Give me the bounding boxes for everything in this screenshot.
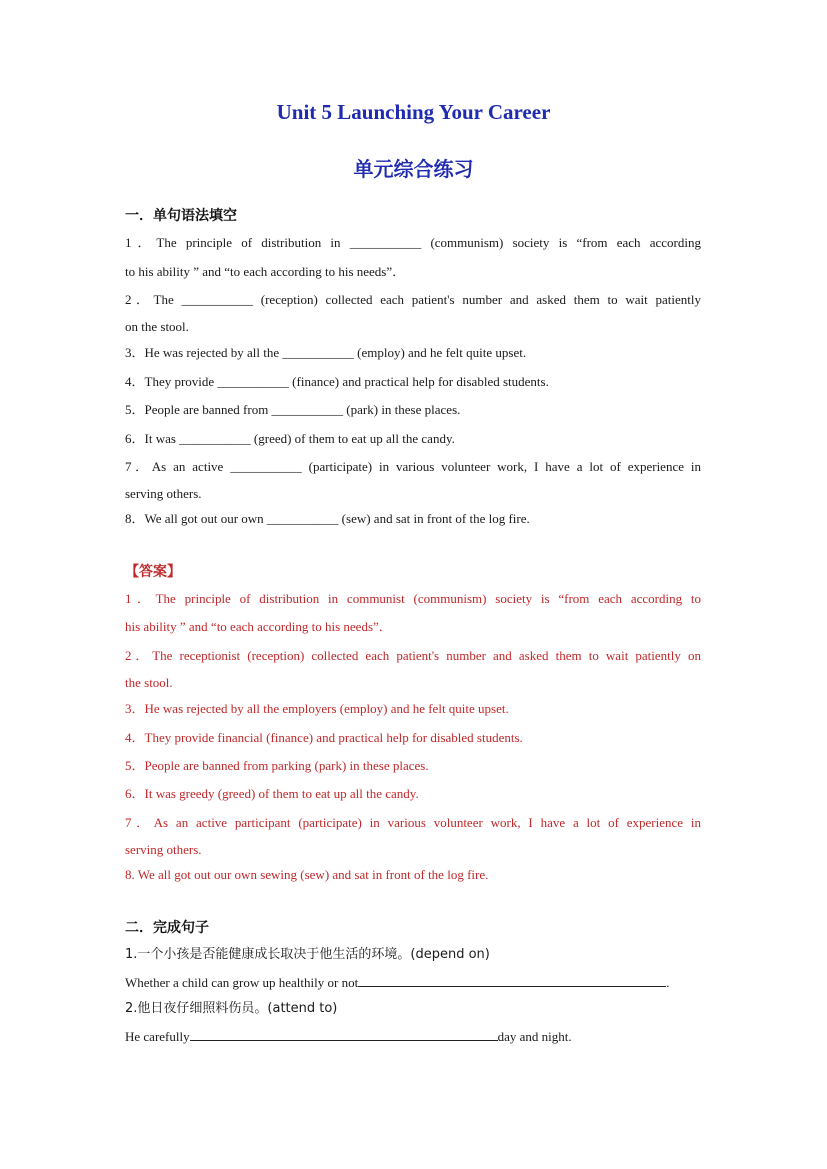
- document-title: Unit 5 Launching Your Career: [276, 100, 551, 124]
- s2-q2-end: day and night.: [497, 1029, 572, 1044]
- q3-line: 3．He was rejected by all the ___________ (employ) and he felt quite upset.: [125, 345, 527, 360]
- q2-line-1: 2．The ___________ (reception) collected each patient's number and asked them to wait patiently: [125, 292, 701, 307]
- a7-line-1: 7．As an active participant (participate) in various volunteer work, I have a lot of experience in: [125, 815, 701, 830]
- document-subtitle: 单元综合练习: [353, 157, 474, 181]
- a1-line-2: his ability ” and “to each according to his needs”．: [125, 619, 392, 634]
- s2-q2-start: He carefully: [125, 1029, 190, 1044]
- s2-q1-prompt: 1.一个小孩是否能健康成长取决于他生活的环境。(depend on): [125, 947, 490, 962]
- s2-q2-blank[interactable]: [190, 1027, 498, 1041]
- s2-q1-blank[interactable]: [358, 973, 666, 987]
- a7-line-2: serving others.: [125, 842, 202, 857]
- s2-q1-answer-line: [125, 973, 701, 992]
- q7-line-1: 7．As an active ___________ (participate) in various volunteer work, I have a lot of experience in: [125, 459, 701, 474]
- q8-line: 8．We all got out our own ___________ (sew) and sat in front of the log fire.: [125, 511, 530, 526]
- a5-line: 5．People are banned from parking (park) in these places.: [125, 758, 429, 773]
- a2-line-2: the stool.: [125, 675, 173, 690]
- s2-q2-answer-line: [125, 1027, 701, 1046]
- q1-line-1: 1．The principle of distribution in ___________ (communism) society is “from each according: [125, 235, 701, 250]
- q6-line: 6．It was ___________ (greed) of them to eat up all the candy.: [125, 431, 455, 446]
- a3-line: 3．He was rejected by all the employers (employ) and he felt quite upset.: [125, 701, 509, 716]
- a1-line-1: 1．The principle of distribution in communist (communism) society is “from each according to: [125, 591, 701, 606]
- s2-q1-start: Whether a child can grow up healthily or not: [125, 975, 359, 990]
- answer-tag: 【答案】: [125, 564, 181, 580]
- s2-q1-end: .: [666, 975, 670, 990]
- q4-line: 4．They provide ___________ (finance) and practical help for disabled students.: [125, 374, 549, 389]
- q1-line-2: to his ability ” and “to each according to his needs”．: [125, 264, 406, 279]
- a4-line: 4．They provide financial (finance) and practical help for disabled students.: [125, 730, 523, 745]
- s2-q2-prompt: 2.他日夜仔细照料伤员。(attend to): [125, 1001, 338, 1016]
- q2-line-2: on the stool.: [125, 319, 189, 334]
- q5-line: 5．People are banned from ___________ (park) in these places.: [125, 402, 461, 417]
- section1-heading: 一．单句语法填空: [125, 208, 237, 224]
- a2-line-1: 2．The receptionist (reception) collected each patient's number and asked them to wait patiently on: [125, 648, 701, 663]
- section2-heading: 二．完成句子: [125, 920, 209, 936]
- q7-line-2: serving others.: [125, 486, 202, 501]
- a8-line: 8. We all got out our own sewing (sew) and sat in front of the log fire.: [125, 867, 489, 882]
- a6-line: 6．It was greedy (greed) of them to eat up all the candy.: [125, 786, 419, 801]
